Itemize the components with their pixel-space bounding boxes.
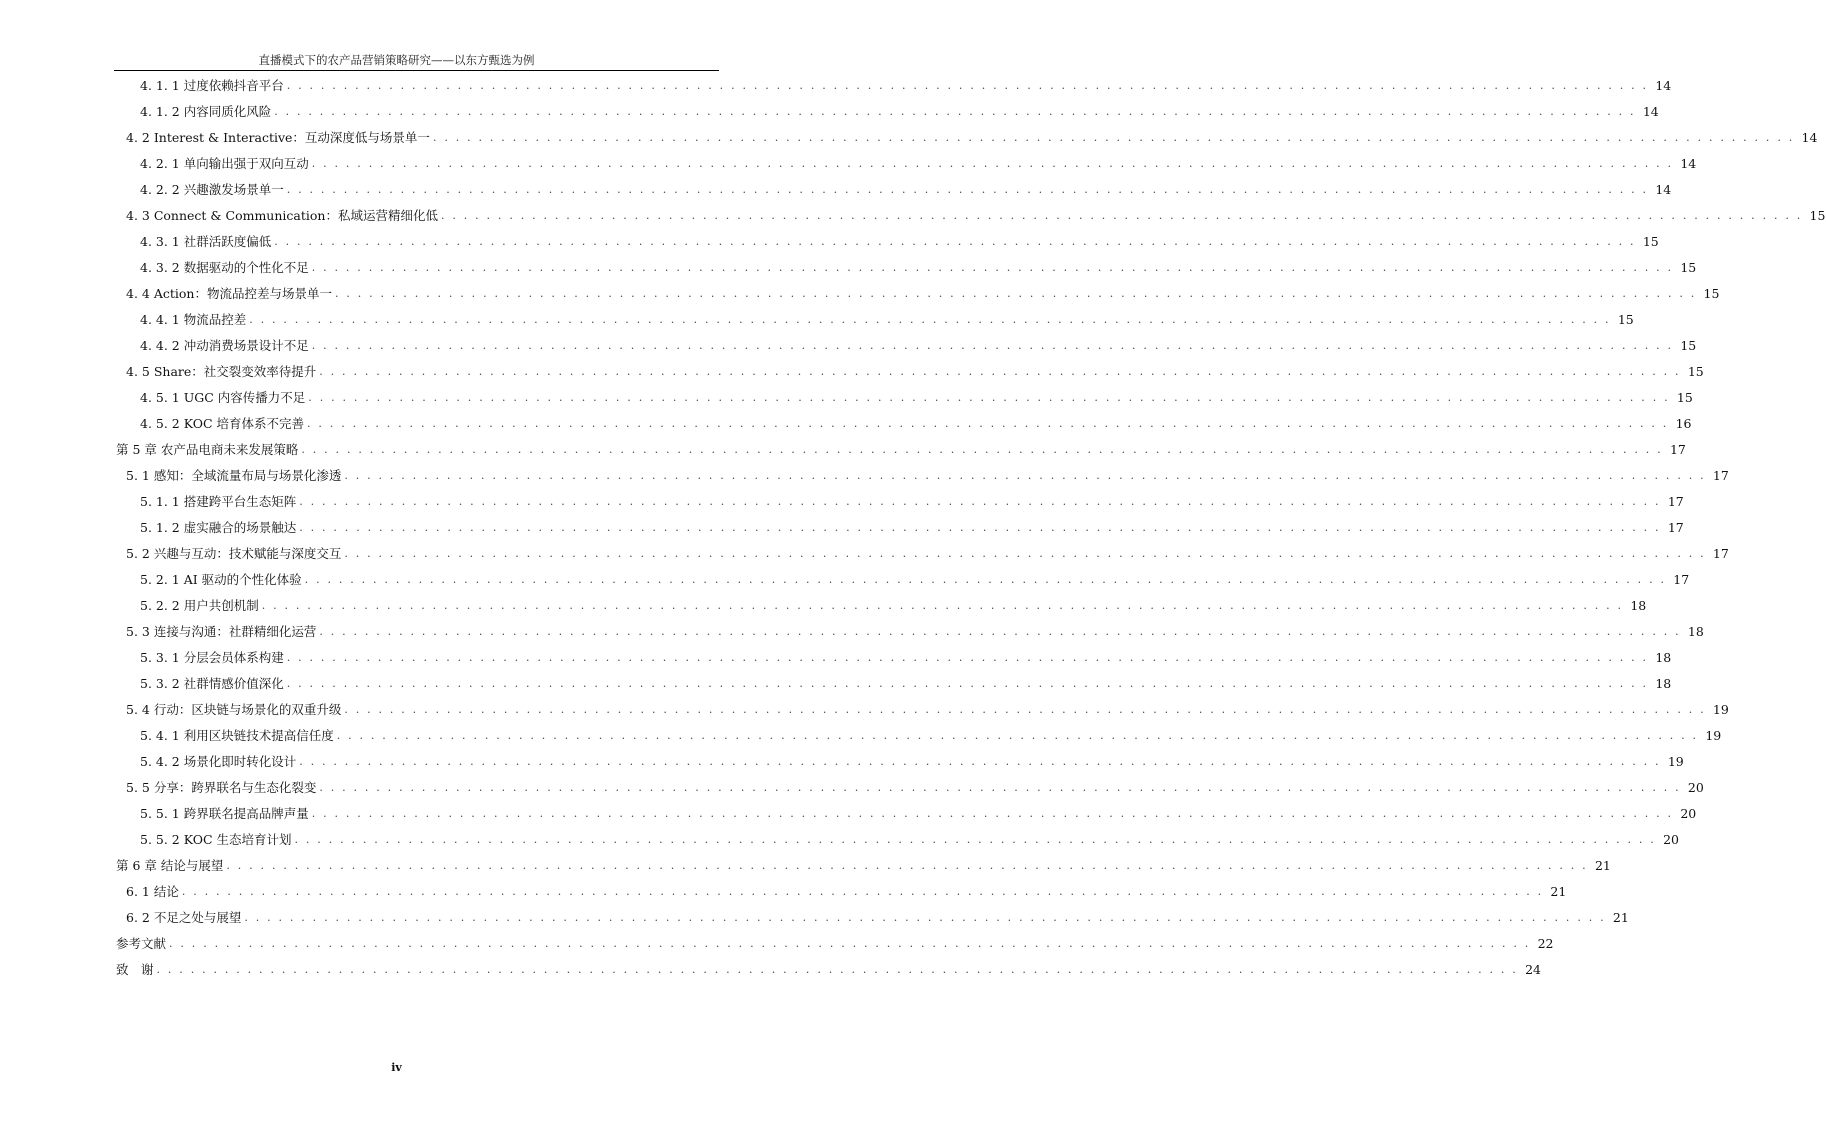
toc-entry-title: 参考文献	[116, 936, 167, 951]
toc-entry[interactable]	[114, 332, 1697, 358]
toc-leader-dots: . . . . . . . . . . . . . . . . . . . . . . . . . . . . . . . . . . . . . . . . . . . . . . . . . . . . . . . . . . . . . . . . . . . . . . . . . . . . . . . . . . . . . . . . . . . . . . . . . . . . . . . . . . . . . . . . . . . . . . . .	[169, 936, 1531, 950]
toc-entry-page: 15	[1809, 207, 1826, 223]
toc-entry-page: 19	[1705, 727, 1722, 743]
toc-entry-title: 5. 4 行动：区块链与场景化的双重升级	[126, 702, 342, 717]
toc-entry[interactable]	[114, 852, 1611, 878]
toc-entry-title: 4. 5. 1 UGC 内容传播力不足	[140, 390, 306, 405]
toc-entry[interactable]	[114, 670, 1672, 696]
toc-entry[interactable]	[114, 72, 1672, 98]
toc-entry[interactable]	[114, 436, 1686, 462]
toc-entry-page: 17	[1673, 571, 1690, 587]
toc-entry-page: 17	[1669, 441, 1686, 457]
toc-entry-title: 4. 2 Interest & Interactive：互动深度低与场景单一	[126, 130, 430, 145]
toc-entry-title: 5. 1. 2 虚实融合的场景触达	[140, 520, 297, 535]
toc-entry-title: 5. 2. 2 用户共创机制	[140, 598, 259, 613]
toc-entry[interactable]	[114, 384, 1693, 410]
toc-entry-page: 14	[1642, 103, 1659, 119]
toc-leader-dots: . . . . . . . . . . . . . . . . . . . . . . . . . . . . . . . . . . . . . . . . . . . . . . . . . . . . . . . . . . . . . . . . . . . . . . . . . . . . . . . . . . . . . . . . . . . . . . . . . . . . . . . . . . . . . . . . . . . . . . . .	[319, 780, 1681, 794]
toc-entry-page: 20	[1687, 779, 1704, 795]
toc-entry-title: 5. 3. 2 社群情感价值深化	[140, 676, 284, 691]
toc-entry-title: 6. 1 结论	[126, 884, 179, 899]
toc-entry-page: 15	[1680, 259, 1697, 275]
toc-entry[interactable]	[114, 410, 1692, 436]
toc-leader-dots: . . . . . . . . . . . . . . . . . . . . . . . . . . . . . . . . . . . . . . . . . . . . . . . . . . . . . . . . . . . . . . . . . . . . . . . . . . . . . . . . . . . . . . . . . . . . . . . . . . . . . . . . . . . . . . . . . . . . . . . .	[286, 650, 1649, 664]
toc-entry-title: 5. 4. 1 利用区块链技术提高信任度	[140, 728, 334, 743]
toc-entry-title: 4. 3 Connect & Communication：私域运营精细化低	[126, 208, 438, 223]
toc-leader-dots: . . . . . . . . . . . . . . . . . . . . . . . . . . . . . . . . . . . . . . . . . . . . . . . . . . . . . . . . . . . . . . . . . . . . . . . . . . . . . . . . . . . . . . . . . . . . . . . . . . . . . . . . . . . . . . . . . . . . . . . .	[156, 962, 1518, 976]
toc-leader-dots: . . . . . . . . . . . . . . . . . . . . . . . . . . . . . . . . . . . . . . . . . . . . . . . . . . . . . . . . . . . . . . . . . . . . . . . . . . . . . . . . . . . . . . . . . . . . . . . . . . . . . . . . . . . . . . . . . . . . . . . .	[286, 78, 1649, 92]
toc-leader-dots: . . . . . . . . . . . . . . . . . . . . . . . . . . . . . . . . . . . . . . . . . . . . . . . . . . . . . . . . . . . . . . . . . . . . . . . . . . . . . . . . . . . . . . . . . . . . . . . . . . . . . . . . . . . . . . . . . . . . . . . .	[344, 546, 1706, 560]
toc-entry-page: 17	[1712, 467, 1729, 483]
toc-leader-dots: . . . . . . . . . . . . . . . . . . . . . . . . . . . . . . . . . . . . . . . . . . . . . . . . . . . . . . . . . . . . . . . . . . . . . . . . . . . . . . . . . . . . . . . . . . . . . . . . . . . . . . . . . . . . . . . . . . . . . . . .	[311, 806, 1674, 820]
toc-entry[interactable]	[114, 540, 1729, 566]
toc-entry[interactable]	[114, 462, 1729, 488]
toc-entry[interactable]	[114, 644, 1672, 670]
toc-entry-title: 致 谢	[116, 962, 154, 977]
toc-entry[interactable]	[114, 774, 1704, 800]
toc-entry[interactable]	[114, 514, 1684, 540]
toc-leader-dots: . . . . . . . . . . . . . . . . . . . . . . . . . . . . . . . . . . . . . . . . . . . . . . . . . . . . . . . . . . . . . . . . . . . . . . . . . . . . . . . . . . . . . . . . . . . . . . . . . . . . . . . . . . . . . . . . . . . . . . . .	[311, 156, 1674, 170]
toc-entry-page: 22	[1537, 935, 1554, 951]
toc-entry[interactable]	[114, 696, 1729, 722]
toc-entry-page: 21	[1612, 909, 1629, 925]
toc-entry-page: 18	[1687, 623, 1704, 639]
toc-leader-dots: . . . . . . . . . . . . . . . . . . . . . . . . . . . . . . . . . . . . . . . . . . . . . . . . . . . . . . . . . . . . . . . . . . . . . . . . . . . . . . . . . . . . . . . . . . . . . . . . . . . . . . . . . . . . . . . . . . . . . . . .	[299, 754, 1661, 768]
toc-leader-dots: . . . . . . . . . . . . . . . . . . . . . . . . . . . . . . . . . . . . . . . . . . . . . . . . . . . . . . . . . . . . . . . . . . . . . . . . . . . . . . . . . . . . . . . . . . . . . . . . . . . . . . . . . . . . . . . . . . . . . . . .	[274, 234, 1636, 248]
toc-entry-page: 15	[1642, 233, 1659, 249]
toc-entry[interactable]	[114, 124, 1818, 150]
toc-entry-title: 4. 4. 2 冲动消费场景设计不足	[140, 338, 309, 353]
toc-leader-dots: . . . . . . . . . . . . . . . . . . . . . . . . . . . . . . . . . . . . . . . . . . . . . . . . . . . . . . . . . . . . . . . . . . . . . . . . . . . . . . . . . . . . . . . . . . . . . . . . . . . . . . . . . . . . . . . . . . . . . . . .	[261, 598, 1624, 612]
toc-entry[interactable]	[114, 306, 1634, 332]
toc-entry-title: 5. 5 分享：跨界联名与生态化裂变	[126, 780, 317, 795]
running-header: 直播模式下的农产品营销策略研究——以东方甄选为例	[258, 53, 535, 67]
toc-entry[interactable]	[114, 800, 1697, 826]
toc-entry[interactable]	[114, 488, 1684, 514]
page-number: iv	[391, 1061, 402, 1074]
toc-entry-page: 15	[1703, 285, 1720, 301]
toc-entry-page: 16	[1675, 415, 1692, 431]
toc-entry[interactable]	[114, 722, 1722, 748]
toc-leader-dots: . . . . . . . . . . . . . . . . . . . . . . . . . . . . . . . . . . . . . . . . . . . . . . . . . . . . . . . . . . . . . . . . . . . . . . . . . . . . . . . . . . . . . . . . . . . . . . . . . . . . . . . . . . . . . . . . . . . . . . . .	[336, 728, 1699, 742]
toc-entry[interactable]	[114, 618, 1704, 644]
toc-leader-dots: . . . . . . . . . . . . . . . . . . . . . . . . . . . . . . . . . . . . . . . . . . . . . . . . . . . . . . . . . . . . . . . . . . . . . . . . . . . . . . . . . . . . . . . . . . . . . . . . . . . . . . . . . . . . . . . . . . . . . . . .	[301, 442, 1663, 456]
toc-entry-page: 18	[1655, 649, 1672, 665]
toc-entry-title: 5. 3. 1 分层会员体系构建	[140, 650, 284, 665]
toc-leader-dots: . . . . . . . . . . . . . . . . . . . . . . . . . . . . . . . . . . . . . . . . . . . . . . . . . . . . . . . . . . . . . . . . . . . . . . . . . . . . . . . . . . . . . . . . . . . . . . . . . . . . . . . . . . . . . . . . . . . . . . . .	[311, 338, 1674, 352]
toc-entry-title: 4. 2. 1 单向输出强于双向互动	[140, 156, 309, 171]
toc-leader-dots: . . . . . . . . . . . . . . . . . . . . . . . . . . . . . . . . . . . . . . . . . . . . . . . . . . . . . . . . . . . . . . . . . . . . . . . . . . . . . . . . . . . . . . . . . . . . . . . . . . . . . . . . . . . . . . . . . . . . . . . .	[244, 910, 1606, 924]
toc-entry[interactable]	[114, 748, 1684, 774]
toc-leader-dots: . . . . . . . . . . . . . . . . . . . . . . . . . . . . . . . . . . . . . . . . . . . . . . . . . . . . . . . . . . . . . . . . . . . . . . . . . . . . . . . . . . . . . . . . . . . . . . . . . . . . . . . . . . . . . . . . . . . . . . . .	[226, 858, 1588, 872]
toc-entry-title: 4. 3. 2 数据驱动的个性化不足	[140, 260, 309, 275]
toc-entry-title: 4. 1. 1 过度依赖抖音平台	[140, 78, 284, 93]
toc-entry-title: 5. 4. 2 场景化即时转化设计	[140, 754, 297, 769]
toc-entry-title: 4. 3. 1 社群活跃度偏低	[140, 234, 272, 249]
toc-leader-dots: . . . . . . . . . . . . . . . . . . . . . . . . . . . . . . . . . . . . . . . . . . . . . . . . . . . . . . . . . . . . . . . . . . . . . . . . . . . . . . . . . . . . . . . . . . . . . . . . . . . . . . . . . . . . . . . . . . . . . . . .	[308, 390, 1670, 404]
toc-entry[interactable]	[114, 358, 1704, 384]
toc-leader-dots: . . . . . . . . . . . . . . . . . . . . . . . . . . . . . . . . . . . . . . . . . . . . . . . . . . . . . . . . . . . . . . . . . . . . . . . . . . . . . . . . . . . . . . . . . . . . . . . . . . . . . . . . . . . . . . . . . . . . . . . .	[286, 676, 1649, 690]
toc-entry-title: 5. 5. 2 KOC 生态培育计划	[140, 832, 292, 847]
toc-entry-page: 15	[1687, 363, 1704, 379]
toc-entry[interactable]	[114, 176, 1672, 202]
toc-entry[interactable]	[114, 254, 1697, 280]
toc-leader-dots: . . . . . . . . . . . . . . . . . . . . . . . . . . . . . . . . . . . . . . . . . . . . . . . . . . . . . . . . . . . . . . . . . . . . . . . . . . . . . . . . . . . . . . . . . . . . . . . . . . . . . . . . . . . . . . . . . . . . . . . .	[432, 130, 1795, 144]
toc-entry-page: 17	[1712, 545, 1729, 561]
toc-entry-page: 24	[1525, 961, 1541, 977]
toc-entry[interactable]	[114, 878, 1567, 904]
toc-leader-dots: . . . . . . . . . . . . . . . . . . . . . . . . . . . . . . . . . . . . . . . . . . . . . . . . . . . . . . . . . . . . . . . . . . . . . . . . . . . . . . . . . . . . . . . . . . . . . . . . . . . . . . . . . . . . . . . . . . . . . . . .	[304, 572, 1667, 586]
toc-entry[interactable]	[114, 930, 1554, 956]
toc-entry[interactable]	[114, 228, 1659, 254]
toc-leader-dots: . . . . . . . . . . . . . . . . . . . . . . . . . . . . . . . . . . . . . . . . . . . . . . . . . . . . . . . . . . . . . . . . . . . . . . . . . . . . . . . . . . . . . . . . . . . . . . . . . . . . . . . . . . . . . . . . . . . . . . . .	[440, 208, 1803, 222]
toc-entry-title: 4. 4 Action：物流品控差与场景单一	[126, 286, 332, 301]
toc-leader-dots: . . . . . . . . . . . . . . . . . . . . . . . . . . . . . . . . . . . . . . . . . . . . . . . . . . . . . . . . . . . . . . . . . . . . . . . . . . . . . . . . . . . . . . . . . . . . . . . . . . . . . . . . . . . . . . . . . . . . . . . .	[181, 884, 1544, 898]
toc-entry-title: 5. 2. 1 AI 驱动的个性化体验	[140, 572, 302, 587]
toc-entry-page: 15	[1617, 311, 1634, 327]
toc-entry-title: 5. 1. 1 搭建跨平台生态矩阵	[140, 494, 297, 509]
toc-entry-title: 4. 1. 2 内容同质化风险	[140, 104, 272, 119]
toc-entry-page: 15	[1680, 337, 1697, 353]
toc-entry[interactable]	[114, 826, 1679, 852]
toc-leader-dots: . . . . . . . . . . . . . . . . . . . . . . . . . . . . . . . . . . . . . . . . . . . . . . . . . . . . . . . . . . . . . . . . . . . . . . . . . . . . . . . . . . . . . . . . . . . . . . . . . . . . . . . . . . . . . . . . . . . . . . . .	[249, 312, 1611, 326]
toc-entry-page: 19	[1667, 753, 1684, 769]
toc-leader-dots: . . . . . . . . . . . . . . . . . . . . . . . . . . . . . . . . . . . . . . . . . . . . . . . . . . . . . . . . . . . . . . . . . . . . . . . . . . . . . . . . . . . . . . . . . . . . . . . . . . . . . . . . . . . . . . . . . . . . . . . .	[344, 468, 1706, 482]
toc-leader-dots: . . . . . . . . . . . . . . . . . . . . . . . . . . . . . . . . . . . . . . . . . . . . . . . . . . . . . . . . . . . . . . . . . . . . . . . . . . . . . . . . . . . . . . . . . . . . . . . . . . . . . . . . . . . . . . . . . . . . . . . .	[307, 416, 1669, 430]
toc-entry-title: 4. 2. 2 兴趣激发场景单一	[140, 182, 284, 197]
toc-entry[interactable]	[114, 202, 1826, 228]
toc-leader-dots: . . . . . . . . . . . . . . . . . . . . . . . . . . . . . . . . . . . . . . . . . . . . . . . . . . . . . . . . . . . . . . . . . . . . . . . . . . . . . . . . . . . . . . . . . . . . . . . . . . . . . . . . . . . . . . . . . . . . . . . .	[334, 286, 1697, 300]
toc-entry-page: 14	[1655, 181, 1672, 197]
header-rule	[114, 70, 719, 71]
toc-leader-dots: . . . . . . . . . . . . . . . . . . . . . . . . . . . . . . . . . . . . . . . . . . . . . . . . . . . . . . . . . . . . . . . . . . . . . . . . . . . . . . . . . . . . . . . . . . . . . . . . . . . . . . . . . . . . . . . . . . . . . . . .	[319, 364, 1681, 378]
toc-entry-title: 4. 5 Share：社交裂变效率待提升	[126, 364, 317, 379]
table-of-contents	[114, 72, 1826, 982]
toc-entry-title: 5. 1 感知：全域流量布局与场景化渗透	[126, 468, 342, 483]
toc-entry[interactable]	[114, 566, 1690, 592]
toc-entry-page: 17	[1667, 493, 1684, 509]
toc-entry[interactable]	[114, 904, 1629, 930]
toc-entry-title: 5. 2 兴趣与互动：技术赋能与深度交互	[126, 546, 342, 561]
toc-entry-title: 第 5 章 农产品电商未来发展策略	[116, 442, 299, 457]
toc-entry-title: 4. 4. 1 物流品控差	[140, 312, 247, 327]
toc-entry-title: 5. 5. 1 跨界联名提高品牌声量	[140, 806, 309, 821]
toc-entry-page: 20	[1680, 805, 1697, 821]
toc-entry-title: 第 6 章 结论与展望	[116, 858, 224, 873]
toc-entry-page: 21	[1550, 883, 1567, 899]
toc-entry-title: 5. 3 连接与沟通：社群精细化运营	[126, 624, 317, 639]
toc-entry-page: 20	[1663, 831, 1679, 847]
toc-leader-dots: . . . . . . . . . . . . . . . . . . . . . . . . . . . . . . . . . . . . . . . . . . . . . . . . . . . . . . . . . . . . . . . . . . . . . . . . . . . . . . . . . . . . . . . . . . . . . . . . . . . . . . . . . . . . . . . . . . . . . . . .	[299, 494, 1661, 508]
toc-entry-page: 18	[1655, 675, 1672, 691]
toc-entry[interactable]	[114, 592, 1647, 618]
toc-entry-page: 18	[1630, 597, 1647, 613]
toc-leader-dots: . . . . . . . . . . . . . . . . . . . . . . . . . . . . . . . . . . . . . . . . . . . . . . . . . . . . . . . . . . . . . . . . . . . . . . . . . . . . . . . . . . . . . . . . . . . . . . . . . . . . . . . . . . . . . . . . . . . . . . . .	[344, 702, 1706, 716]
toc-entry[interactable]	[114, 98, 1659, 124]
toc-entry-page: 14	[1801, 129, 1818, 145]
toc-entry-title: 4. 5. 2 KOC 培育体系不完善	[140, 416, 305, 431]
toc-entry-title: 6. 2 不足之处与展望	[126, 910, 242, 925]
toc-entry-page: 19	[1712, 701, 1729, 717]
toc-entry-page: 21	[1594, 857, 1611, 873]
toc-entry-page: 17	[1667, 519, 1684, 535]
toc-leader-dots: . . . . . . . . . . . . . . . . . . . . . . . . . . . . . . . . . . . . . . . . . . . . . . . . . . . . . . . . . . . . . . . . . . . . . . . . . . . . . . . . . . . . . . . . . . . . . . . . . . . . . . . . . . . . . . . . . . . . . . . .	[319, 624, 1681, 638]
toc-leader-dots: . . . . . . . . . . . . . . . . . . . . . . . . . . . . . . . . . . . . . . . . . . . . . . . . . . . . . . . . . . . . . . . . . . . . . . . . . . . . . . . . . . . . . . . . . . . . . . . . . . . . . . . . . . . . . . . . . . . . . . . .	[294, 832, 1656, 846]
toc-entry-page: 15	[1676, 389, 1693, 405]
toc-leader-dots: . . . . . . . . . . . . . . . . . . . . . . . . . . . . . . . . . . . . . . . . . . . . . . . . . . . . . . . . . . . . . . . . . . . . . . . . . . . . . . . . . . . . . . . . . . . . . . . . . . . . . . . . . . . . . . . . . . . . . . . .	[286, 182, 1649, 196]
toc-leader-dots: . . . . . . . . . . . . . . . . . . . . . . . . . . . . . . . . . . . . . . . . . . . . . . . . . . . . . . . . . . . . . . . . . . . . . . . . . . . . . . . . . . . . . . . . . . . . . . . . . . . . . . . . . . . . . . . . . . . . . . . .	[274, 104, 1636, 118]
toc-entry-page: 14	[1680, 155, 1697, 171]
toc-entry[interactable]	[114, 956, 1541, 982]
toc-leader-dots: . . . . . . . . . . . . . . . . . . . . . . . . . . . . . . . . . . . . . . . . . . . . . . . . . . . . . . . . . . . . . . . . . . . . . . . . . . . . . . . . . . . . . . . . . . . . . . . . . . . . . . . . . . . . . . . . . . . . . . . .	[311, 260, 1674, 274]
toc-leader-dots: . . . . . . . . . . . . . . . . . . . . . . . . . . . . . . . . . . . . . . . . . . . . . . . . . . . . . . . . . . . . . . . . . . . . . . . . . . . . . . . . . . . . . . . . . . . . . . . . . . . . . . . . . . . . . . . . . . . . . . . .	[299, 520, 1661, 534]
toc-entry[interactable]	[114, 150, 1697, 176]
toc-entry[interactable]	[114, 280, 1720, 306]
toc-entry-page: 14	[1655, 77, 1672, 93]
